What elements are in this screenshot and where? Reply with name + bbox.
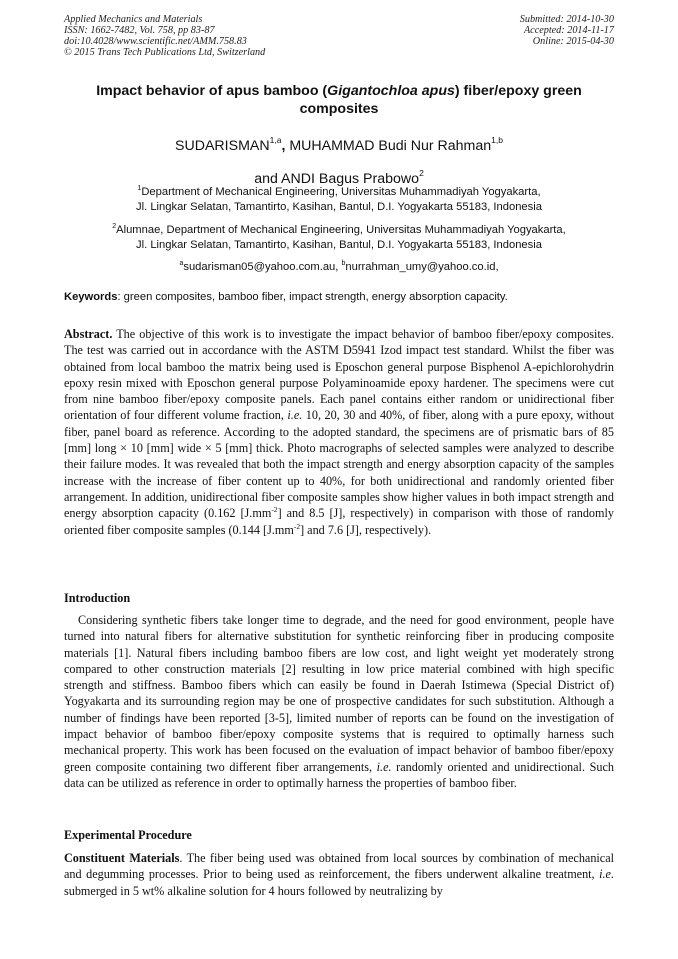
constituent-materials-paragraph: [64, 850, 614, 899]
affiliation-1-dept: Department of Mechanical Engineering, Universitas Muhammadiyah Yogyakarta,: [141, 186, 541, 198]
email-a-sup: a: [179, 260, 184, 267]
affiliation-2-line-1: [64, 219, 614, 238]
author-separator: ,: [281, 138, 290, 154]
email-b-sup: b: [341, 260, 346, 267]
title-species: Gigantochloa apus: [327, 83, 455, 99]
keywords-label: Keywords: [64, 291, 118, 303]
introduction-heading: Introduction: [64, 591, 131, 605]
intro-ie: i.e.: [376, 759, 392, 774]
author-2-name: MUHAMMAD Budi Nur Rahman: [289, 138, 492, 154]
paper-title: [64, 82, 614, 118]
abstract-label: Abstract.: [64, 327, 113, 341]
affiliation-1-address: Jl. Lingkar Selatan, Tamantirto, Kasihan, Bantul, D.I. Yogyakarta 55183, Indonesia: [136, 201, 542, 213]
intro-text-1: Considering synthetic fibers take longer time to degrade, and the need for good environment, people have turned into natural fibers for alternative substitution for synthetic reinforcing fiber in producing composite materials [1]. Natural fibers including bamboo fibers are low cost, and light weight yet moderately strong compared to other construction materials [2] resulting in low price material combined with high specific strength and stiffness. Bamboo fibers which can easily be found in Daerah Istimewa (Special District of) Yogyakarta and its surrounding region may be one of prospective candidates for such substitution. Although a number of findings have been reported [3-5], limited number of reports can be found on the investigation of impact behavior of bamboo fiber/epoxy composite systems that is required to optimally harness such mechanical property. This work has been focused on the evaluation of impact behavior of bamboo fiber/epoxy green composite containing two different fiber arrangements,: [64, 613, 614, 774]
author-1-name: SUDARISMAN: [175, 138, 270, 154]
experimental-heading: Experimental Procedure: [64, 828, 192, 842]
journal-name: Applied Mechanics and Materials: [64, 14, 203, 25]
abstract-text-3: ] and 8.5 [J], respectively) in comparison with those of randomly oriented fiber composite samples (0.144 [J.mm: [64, 506, 614, 537]
journal-doi: doi:10.4028/www.scientific.net/AMM.758.83: [64, 36, 247, 47]
author-emails: [64, 256, 614, 275]
journal-copyright: © 2015 Trans Tech Publications Ltd, Switzerland: [64, 47, 266, 58]
author-3-name: ANDI Bagus Prabowo: [281, 171, 420, 187]
constituent-text-1: . The fiber being used was obtained from local sources by combination of mechanical and degumming processes. Prior to being used as reinforcement, the fibers underwent alkaline treatment,: [64, 851, 615, 882]
abstract-sup-1: -2: [271, 505, 278, 515]
online-date: Online: 2015-04-30: [532, 36, 614, 47]
affiliation-2-dept: Alumnae, Department of Mechanical Engineering, Universitas Muhammadiyah Yogyakarta,: [116, 224, 566, 236]
affiliation-1-line-1: [64, 181, 614, 200]
abstract-ie: i.e.: [287, 408, 303, 423]
email-a[interactable]: sudarisman05@yahoo.com.au: [183, 261, 336, 273]
author-2-sup: 1,b: [491, 135, 503, 145]
affiliation-1: [64, 181, 614, 215]
email-separator: ,: [335, 261, 342, 273]
affiliation-2: [64, 219, 614, 253]
email-end: ,: [495, 261, 499, 273]
journal-header-right: [520, 14, 614, 47]
journal-issn: ISSN: 1662-7482, Vol. 758, pp 83-87: [64, 25, 215, 36]
keywords-text: : green composites, bamboo fiber, impact strength, energy absorption capacity.: [117, 291, 508, 303]
constituent-materials-label: Constituent Materials: [64, 851, 180, 865]
keywords: [64, 290, 614, 305]
author-and: and: [254, 171, 282, 187]
author-3-sup: 2: [419, 168, 424, 178]
submitted-date: Submitted: 2014-10-30: [519, 14, 614, 25]
affiliation-2-sup: 2: [112, 223, 117, 230]
abstract-text-2: 10, 20, 30 and 40%, of fiber, along with a pure epoxy, without fiber, panel board as reference. According to the adopted standard, the specimens are of prismatic bars of 85 [mm] long × 10 [mm] wide × 5 [mm] thick. Photo macrographs of selected samples were analyzed to describe their failure modes. It was revealed that both the impact strength and energy absorption capacity of the samples increase with the increase of fiber content up to 40%, for both unidirectional and randomly oriented fiber arrangement. In addition, unidirectional fiber composite samples show higher values in both impact strength and energy absorption capacity (0.162 [J.mm: [64, 408, 614, 521]
accepted-date: Accepted: 2014-11-17: [523, 25, 614, 36]
title-after: ) fiber/epoxy green composites: [299, 83, 582, 117]
email-b[interactable]: nurrahman_umy@yahoo.co.id: [345, 261, 496, 273]
author-1-sup: 1,a: [269, 135, 282, 145]
affiliation-1-sup: 1: [137, 185, 142, 192]
author-line-1: [64, 127, 614, 160]
affiliation-2-address: Jl. Lingkar Selatan, Tamantirto, Kasihan, Bantul, D.I. Yogyakarta 55183, Indonesia: [136, 239, 542, 251]
abstract-text-4: ] and 7.6 [J], respectively).: [300, 522, 432, 537]
abstract-text-1: The objective of this work is to investigate the impact behavior of bamboo fiber/epoxy composites. The test was carried out in accordance with the ASTM D5941 Izod impact test standard. Whilst the fiber was obtained from local bamboo the matrix being used is Eposchon general purpose Bisphenol A-epichlorohydrin epoxy resin mixed with Eposchon general purpose Polyaminoamide epoxy hardener. The specimens were cut from nine bamboo fiber/epoxy composite panels. Each panel contains either random or unidirectional fiber orientation of four different volume fraction,: [64, 327, 614, 423]
introduction-paragraph: [64, 612, 614, 791]
journal-header-left: [64, 14, 265, 58]
title-before: Impact behavior of apus bamboo (: [96, 83, 328, 99]
constituent-text-2: submerged in 5 wt% alkaline solution for 4 hours followed by neutralizing by: [64, 883, 443, 898]
constituent-ie: i.e.: [599, 867, 614, 882]
intro-text-2: randomly oriented and unidirectional. Such data can be utilized as reference in order to optimally harness the properties of bamboo fiber.: [64, 759, 614, 790]
abstract-sup-2: -2: [293, 521, 301, 531]
abstract: [64, 326, 614, 538]
